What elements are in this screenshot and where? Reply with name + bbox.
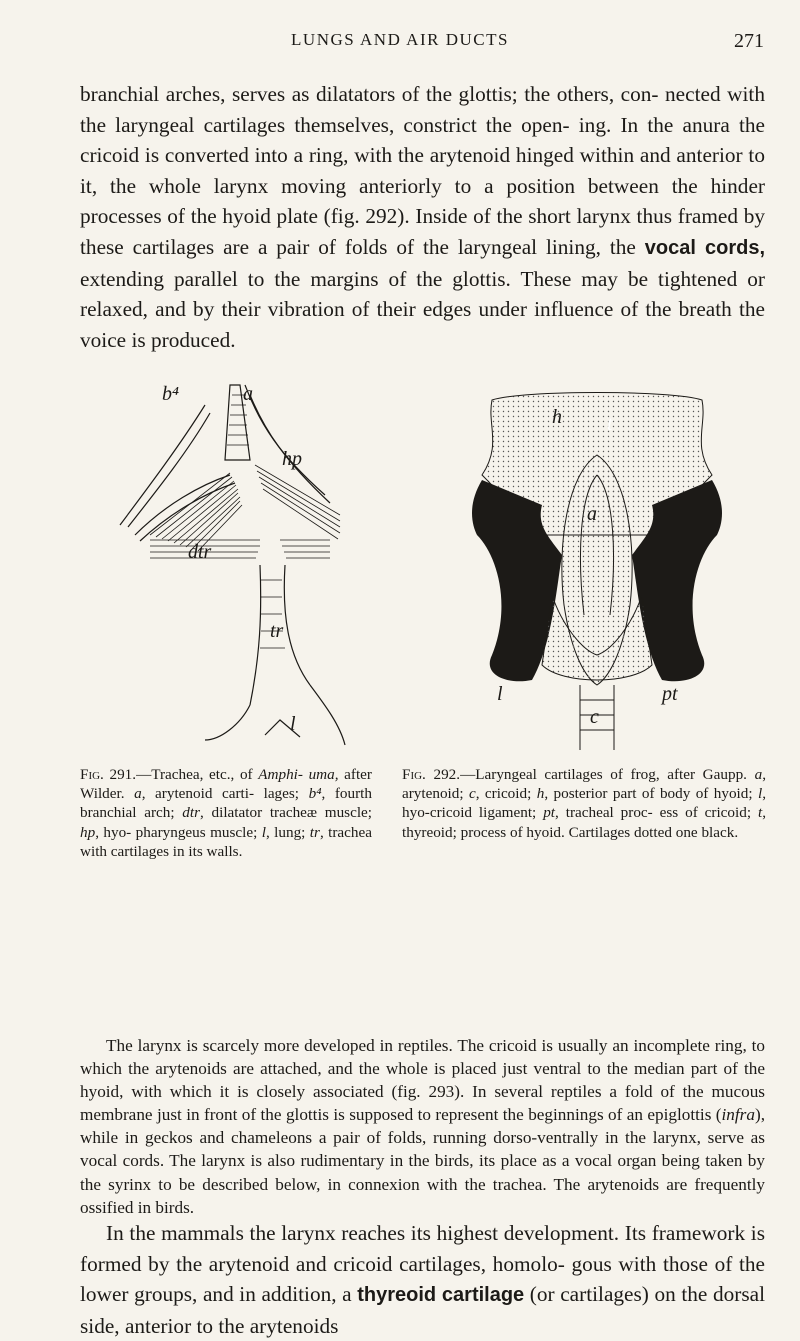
figure-292-label-pt: pt (662, 683, 678, 705)
figure-292-linework (472, 393, 722, 751)
figure-291-caption-text: after Wilder. (80, 766, 372, 803)
figure-291-caption-key: tr (309, 823, 320, 841)
figure-291-label-a: a (243, 383, 253, 405)
figure-291-caption-key: b⁴ (308, 785, 322, 803)
figure-292-illustration (452, 385, 742, 760)
figure-292-caption-text: —Laryngeal cartilages of frog, after Gaupp. (460, 766, 755, 783)
figure-291-label-l: l (290, 713, 296, 735)
paragraph-1-text-b: extending parallel to the margins of the glottis. These may be tightened or relaxed, and by their vibration of their edges under influence of the breath the voice is produced. (80, 266, 765, 352)
figure-292-caption-text: , cricoid; (475, 785, 537, 803)
figure-291-caption-text: , lung; (265, 823, 310, 841)
term-vocal-cords: vocal cords, (644, 236, 765, 259)
paragraph-3 (80, 1218, 765, 1341)
figure-291-caption-fig: Fig. 291. (80, 766, 137, 783)
page-header (0, 30, 800, 60)
figure-292-caption-fig: Fig. 292. (402, 766, 461, 783)
paragraph-2-text-b: ), while in geckos and chameleons a pair of folds, running dorso-ventrally in the larynx, serve as vocal cords. The larynx is also rudimentary in the birds, its place as a vocal organ being taken by the syrinx to be described below, in connexion with the trachea. The arytenoids are frequently ossified in birds. (80, 1105, 765, 1217)
figure-292-label-l: l (497, 683, 503, 705)
figure-291-caption-genus: Amphi- uma, (258, 766, 339, 783)
paragraph-1 (80, 79, 765, 355)
figure-291-label-b4: b⁴ (162, 383, 179, 405)
figure-291-linework (120, 385, 345, 745)
figure-292-label-a: a (587, 503, 597, 525)
paragraph-1-text-a: branchial arches, serves as dilatators of the glottis; the others, con- nected with the laryngeal cartilages themselves, constrict the open- ing. In the anura the cricoid is converted into a ring, with the arytenoid hinged within and anterior to it, the whole larynx moving anteriorly to a position between the hinder processes of the hyoid plate (fig. 292). Inside of the short larynx thus framed by these cartilages are a pair of folds of the laryngeal lining, the (80, 82, 765, 259)
term-thyreoid-cartilage: thyreoid cartilage (357, 1284, 525, 1307)
figure-292-caption-text: , hyo-cricoid ligament; (402, 785, 767, 822)
running-head: LUNGS AND AIR DUCTS (291, 30, 509, 49)
figure-291-label-hp: hp (282, 448, 302, 470)
paragraph-2 (80, 1034, 765, 1219)
figure-292-label-t: t (607, 413, 613, 435)
figure-291-caption-text: , fourth branchial arch; (80, 785, 372, 822)
figure-291-caption-text: —Trachea, etc., of (136, 766, 259, 783)
figure-292-caption-text: , arytenoid; (402, 766, 766, 803)
figure-292-caption-key: c (468, 785, 476, 803)
figure-291-caption-key: a (134, 785, 142, 803)
figure-292-caption-text: , tracheal proc- ess of cricoid; (555, 804, 758, 822)
figure-291-caption-text: , arytenoid carti- lages; (141, 785, 309, 803)
figure-292-caption-text: , posterior part of body of hyoid; (544, 785, 758, 803)
figure-291-caption-text: , trachea with cartilages in its walls. (80, 823, 372, 860)
figure-292-caption-key: pt (543, 804, 556, 822)
figure-291-caption-text: , dilatator tracheæ muscle; (200, 804, 372, 822)
figure-292-caption-text: , thyreoid; process of hyoid. Cartilages dotted one black. (402, 804, 766, 841)
figure-292-label-c: c (590, 706, 599, 728)
figure-291-caption (80, 765, 372, 861)
figure-291-caption-key: l (261, 823, 266, 841)
paragraph-2-italic: infra (721, 1105, 755, 1125)
figure-291-caption-key: dtr (182, 804, 201, 822)
figure-291-caption-text: , hyo- pharyngeus muscle; (95, 823, 262, 841)
figure-291-illustration (110, 365, 350, 760)
paragraph-3-text-b: (or cartilages) on the dorsal side, anterior to the arytenoids (80, 1282, 765, 1338)
figure-292-caption-key: h (536, 785, 545, 803)
figure-292-caption (402, 765, 766, 842)
figure-292-caption-key: t (757, 804, 763, 822)
paragraph-2-text-a: The larynx is scarcely more developed in reptiles. The cricoid is usually an incomplete ring, to which the arytenoids are attached, and the whole is placed just ventral to the median part of the hyoid, with which it is closely associated (fig. 293). In several reptiles a fold of the mucous membrane just in front of the glottis is supposed to represent the beginnings of an epiglottis ( (80, 1036, 765, 1125)
figure-291-label-dtr: dtr (188, 541, 212, 563)
figure-292-label-h: h (552, 406, 562, 428)
figure-291-caption-key: hp (80, 823, 96, 841)
page-number: 271 (734, 30, 764, 52)
figure-292-caption-key: a (754, 766, 763, 783)
paragraph-3-text-a: In the mammals the larynx reaches its highest development. Its framework is formed by the arytenoid and cricoid cartilages, homolo- gous with those of the lower groups, and in addition, a (80, 1221, 765, 1307)
figure-292-caption-key: l (757, 785, 763, 803)
figure-291-label-tr: tr (270, 620, 284, 642)
